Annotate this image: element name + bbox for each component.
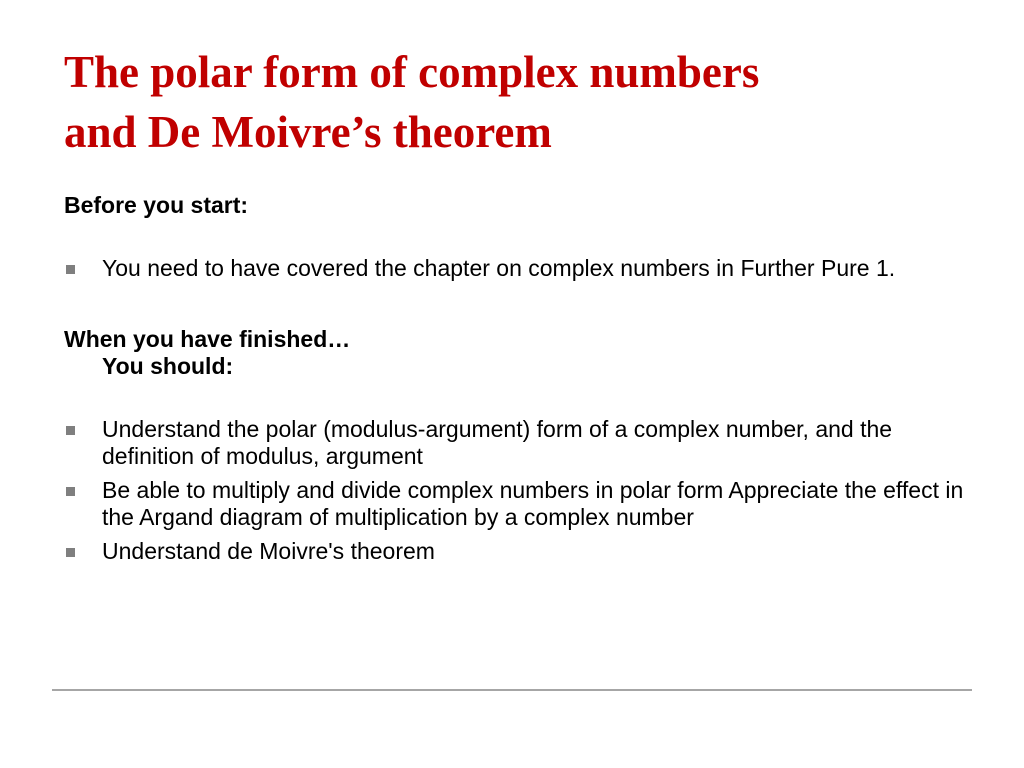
title-line-1: The polar form of complex numbers	[64, 47, 760, 97]
list-item	[64, 538, 964, 565]
square-bullet-icon	[66, 548, 75, 557]
after-heading-text: When you have finished…	[64, 326, 351, 352]
list-item-text: Understand de Moivre's theorem	[102, 538, 435, 564]
list-item-text: Understand the polar (modulus-argument) form of a complex number, and the definition of modulus, argument	[102, 416, 893, 469]
slide-title	[64, 42, 984, 162]
list-item-text: You need to have covered the chapter on complex numbers in Further Pure 1.	[102, 255, 896, 281]
list-item	[64, 477, 964, 531]
footer-divider	[52, 689, 972, 691]
list-item	[64, 255, 964, 282]
after-list	[64, 416, 964, 565]
slide-content	[64, 192, 964, 565]
square-bullet-icon	[66, 426, 75, 435]
after-subheading: You should:	[102, 353, 234, 379]
before-list	[64, 255, 964, 282]
list-item	[64, 416, 964, 470]
list-item-text: Be able to multiply and divide complex numbers in polar form Appreciate the effect in the Argand diagram of multiplication by a complex number	[102, 477, 964, 530]
before-heading: Before you start:	[64, 192, 249, 218]
square-bullet-icon	[66, 487, 75, 496]
after-heading	[64, 326, 964, 380]
title-line-2: and De Moivre’s theorem	[64, 107, 552, 157]
square-bullet-icon	[66, 265, 75, 274]
